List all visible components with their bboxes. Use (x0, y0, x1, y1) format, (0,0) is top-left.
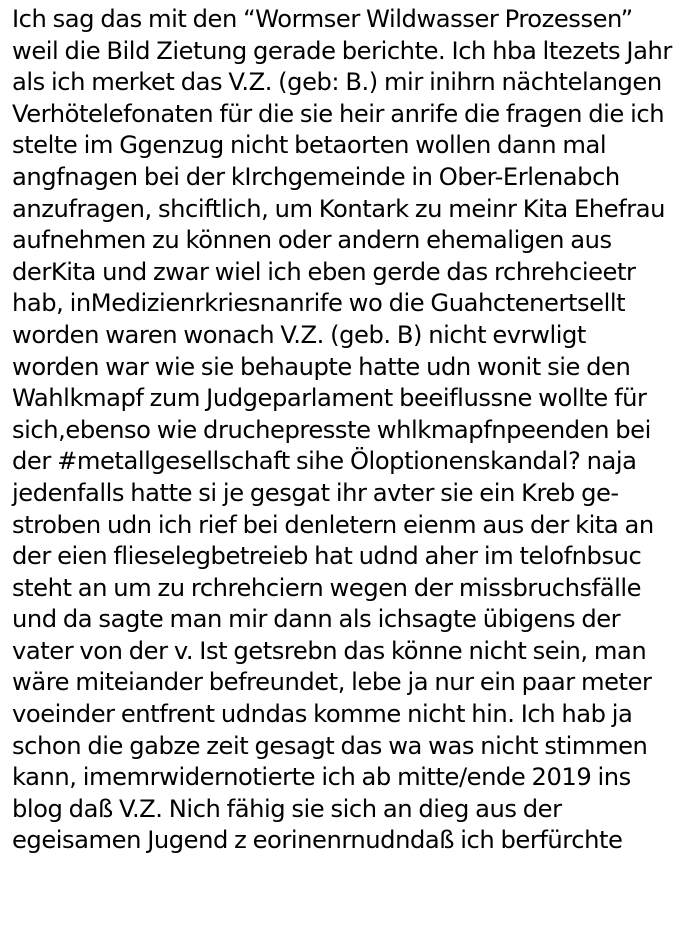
text-line: worden waren wonach V.Z. (geb. B) nicht evrwligt (12, 320, 586, 349)
text-line: egeisamen Jugend z eorinenrnudndaß ich berfürchte (12, 826, 623, 855)
text-line: weil die Bild Zietung gerade berichte. Ich hba ltezets Jahr (12, 36, 672, 65)
text-line: Ich sag das mit den “Wormser Wildwasser Prozessen” (12, 5, 633, 33)
text-line: stroben udn ich rief bei denletern eienm aus der kita an (12, 510, 654, 539)
text-line: der #metallgesellschaft sihe Öloptionenskandal? naja (12, 447, 637, 476)
text-line: sich,ebenso wie druchepresste whlkmapfnpeenden bei (12, 415, 651, 444)
text-line: worden war wie sie behaupte hatte udn wonit sie den (12, 352, 631, 381)
text-line: derKita und zwar wiel ich eben gerde das rchrehcieetr (12, 257, 636, 286)
text-line: stelte im Ggenzug nicht betaorten wollen dann mal (12, 131, 607, 160)
text-line: steht an um zu rchrehciern wegen der missbruchsfälle (12, 573, 642, 602)
text-line: schon die gabze zeit gesagt das wa was nicht stimmen (12, 731, 648, 760)
text-line: hab, inMedizienrkriesnanrife wo die Guahctenertsellt (12, 289, 626, 318)
text-line: blog daß V.Z. Nich fähig sie sich an dieg aus der (12, 794, 562, 823)
body-text (12, 4, 680, 857)
text-line: wäre miteiander befreundet, lebe ja nur ein paar meter (12, 668, 652, 697)
text-line: kann, imemrwidernotierte ich ab mitte/ende 2019 ins (12, 763, 631, 792)
text-line: vater von der v. Ist getsrebn das könne nicht sein, man (12, 636, 647, 665)
text-line: angfnagen bei der kIrchgemeinde in Ober-Erlenabch (12, 162, 620, 191)
text-line: jedenfalls hatte si je gesgat ihr avter sie ein Kreb ge- (12, 478, 619, 507)
text-line: Wahlkmapf zum Judgeparlament beeiflussne wollte für (12, 384, 647, 413)
text-line: und da sagte man mir dann als ichsagte übigens der (12, 605, 621, 634)
text-line: Verhötelefonaten für die sie heir anrife die fragen die ich (12, 99, 665, 128)
text-line: der eien flieselegbetreieb hat udnd aher im telofnbsuc (12, 542, 642, 571)
text-line: aufnehmen zu können oder andern ehemaligen aus (12, 226, 612, 255)
text-line: voeinder entfrent udndas komme nicht hin. Ich hab ja (12, 700, 633, 729)
text-line: als ich merket das V.Z. (geb: B.) mir inihrn nächtelangen (12, 68, 662, 97)
text-line: anzufragen, shciftlich, um Kontark zu meinr Kita Ehefrau (12, 194, 665, 223)
